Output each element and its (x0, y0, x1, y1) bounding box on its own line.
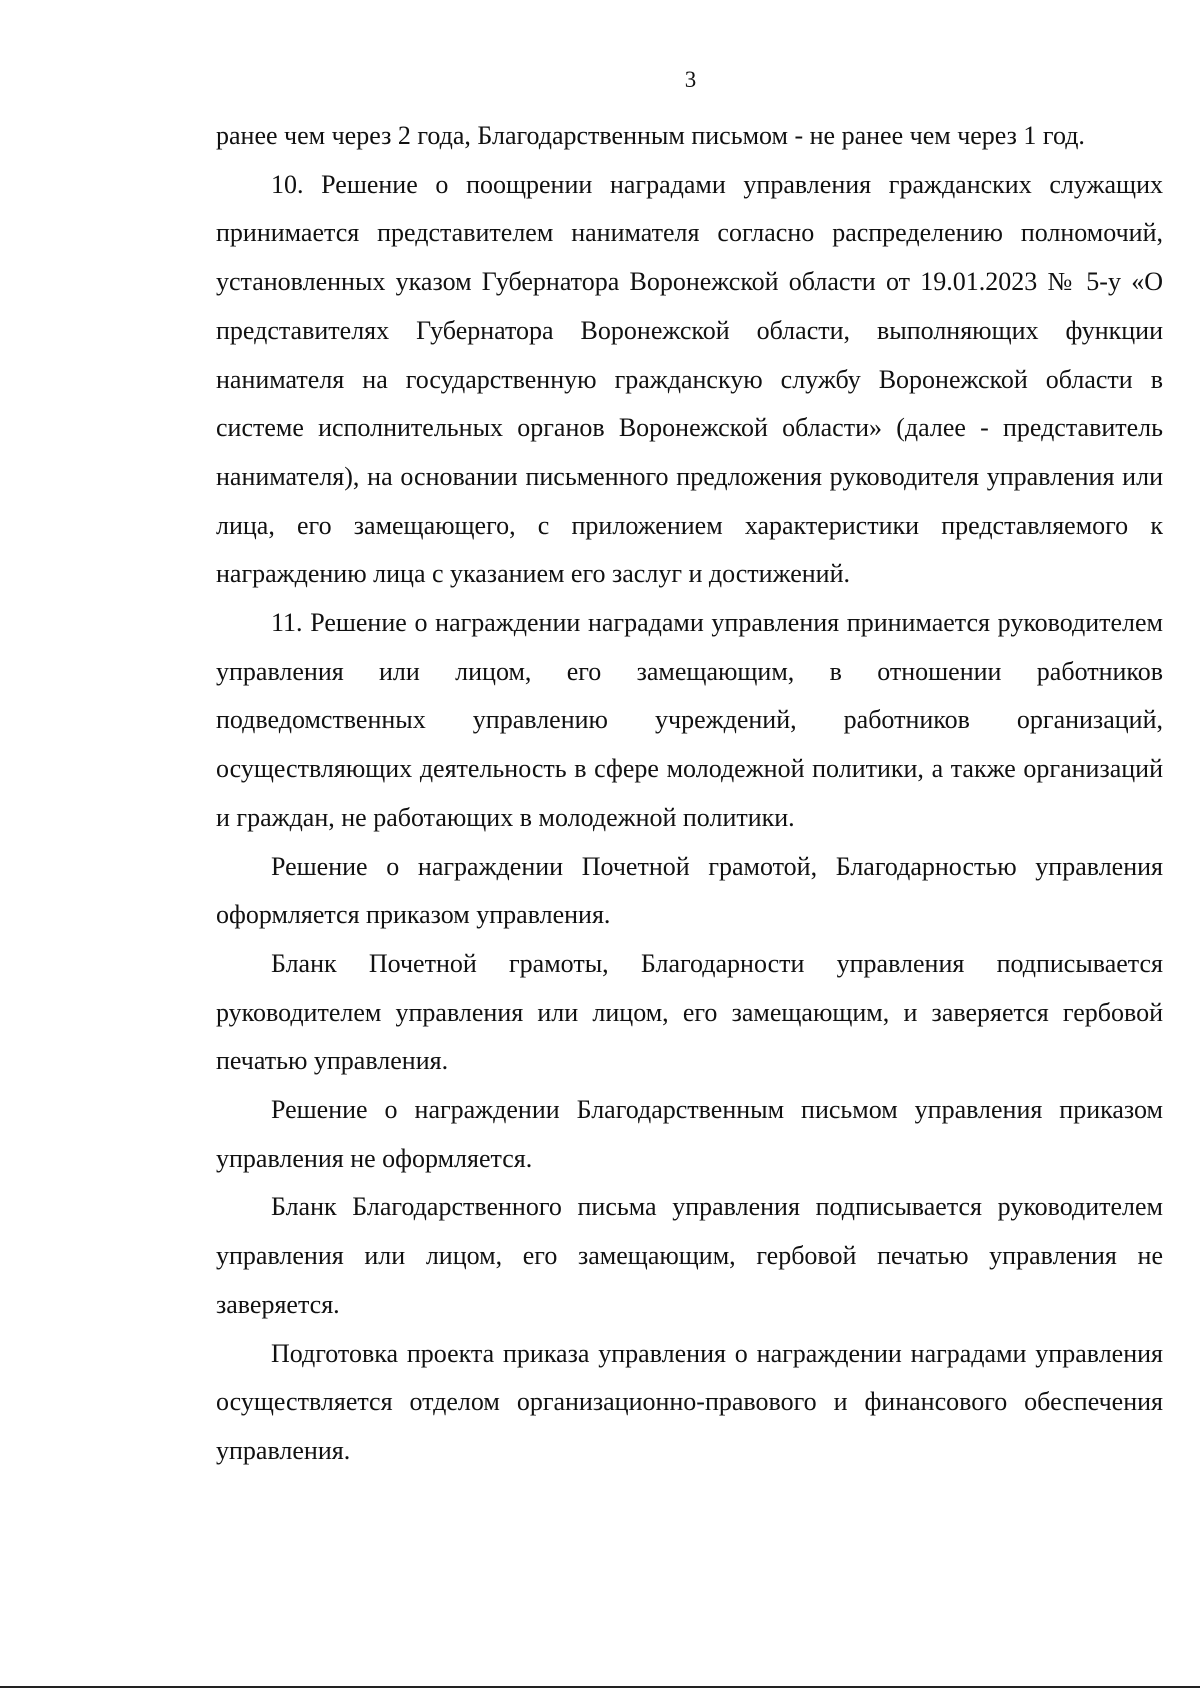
paragraph-continuation: ранее чем через 2 года, Благодарственным письмом - не ранее чем через 1 год. (216, 121, 1085, 150)
paragraph-item-10: 10. Решение о поощрении наградами управления гражданских служащих принимается представителем нанимателя согласно распределению полномочий, установленных указом Губернатора Воронежской области от 19.01.2023 № 5-у «О представителях Губернатора Воронежской области, выполняющих функции нанимателя на государственную гражданскую службу Воронежской области в системе исполнительных органов Воронежской области» (далее - представитель нанимателя), на основании письменного предложения руководителя управления или лица, его замещающего, с приложением характеристики представляемого к награждению лица с указанием его заслуг и достижений. (216, 169, 1163, 589)
bottom-divider (0, 1686, 1200, 1688)
document-body (216, 112, 1163, 1476)
paragraph-honorary-certificate-decision: Решение о награждении Почетной грамотой, Благодарностью управления оформляется приказом управления. (216, 851, 1163, 930)
paragraph-letter-of-thanks-form: Бланк Благодарственного письма управления подписывается руководителем управления или лицом, его замещающим, гербовой печатью управления не заверяется. (216, 1192, 1163, 1319)
paragraph-item-11: 11. Решение о награждении наградами управления принимается руководителем управления или лицом, его замещающим, в отношении работников подведомственных управлению учреждений, работников организаций, осуществляющих деятельность в сфере молодежной политики, а также организаций и граждан, не работающих в молодежной политики. (216, 608, 1163, 832)
page-number: 3 (684, 67, 697, 92)
paragraph-order-preparation: Подготовка проекта приказа управления о награждении наградами управления осуществляется отделом организационно-правового и финансового обеспечения управления. (216, 1338, 1163, 1465)
paragraph-honorary-certificate-form: Бланк Почетной грамоты, Благодарности управления подписывается руководителем управления или лицом, его замещающим, и заверяется гербовой печатью управления. (216, 948, 1163, 1076)
paragraph-letter-of-thanks-decision: Решение о награждении Благодарственным письмом управления приказом управления не оформляется. (216, 1095, 1163, 1173)
